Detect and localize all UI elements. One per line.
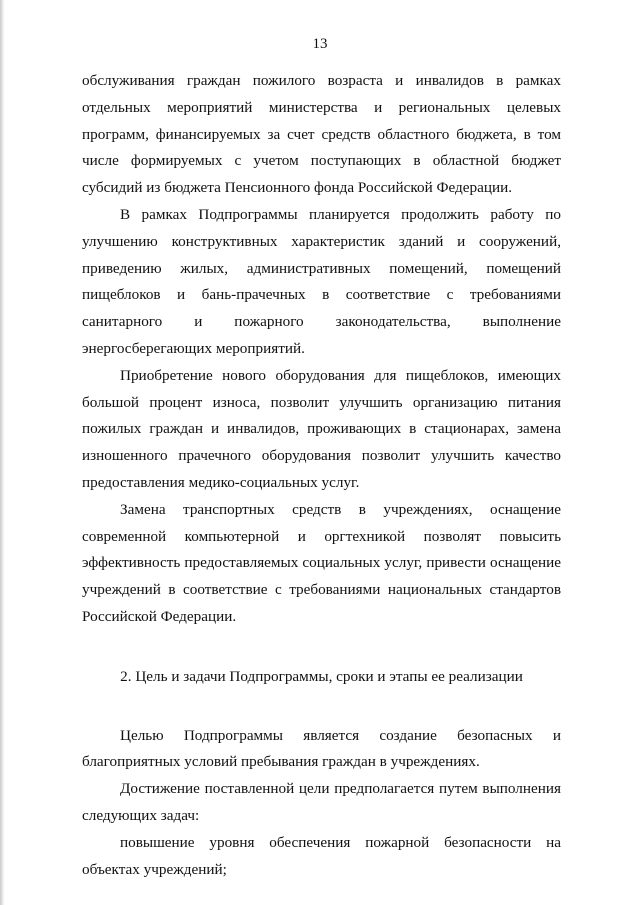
document-body: [82, 68, 561, 883]
page-number: 13: [312, 36, 328, 52]
paragraph: В рамках Подпрограммы планируется продолжить работу по улучшению конструктивных характеристик зданий и сооружений, приведению жилых, административных помещений, помещений пищеблоков и бань-прачечных в соответствие с требованиями санитарного и пожарного законодательства, выполнение энергосберегающих мероприятий.: [82, 205, 561, 357]
paragraph: Целью Подпрограммы является создание безопасных и благоприятных условий пребывания граждан в учреждениях.: [82, 726, 561, 771]
paragraph: Замена транспортных средств в учреждениях, оснащение современной компьютерной и оргтехникой позволят повысить эффективность предоставляемых социальных услуг, привести оснащение учреждений в соответствие с требованиями национальных стандартов Российской Федерации.: [82, 500, 561, 625]
section-heading: 2. Цель и задачи Подпрограммы, сроки и этапы ее реализации: [120, 667, 523, 685]
paragraph: повышение уровня обеспечения пожарной безопасности на объектах учреждений;: [82, 833, 561, 878]
paragraph: Приобретение нового оборудования для пищеблоков, имеющих большой процент износа, позволит улучшить организацию питания пожилых граждан и инвалидов, проживающих в стационарах, замена изношенного прачечного оборудования позволит улучшить качество предоставления медико-социальных услуг.: [82, 366, 561, 491]
paragraph: обслуживания граждан пожилого возраста и инвалидов в рамках отдельных мероприятий министерства и региональных целевых программ, финансируемых за счет средств областного бюджета, в том числе формируемых с учетом поступающих в областной бюджет субсидий из бюджета Пенсионного фонда Российской Федерации.: [82, 72, 561, 197]
paragraph: Достижение поставленной цели предполагается путем выполнения следующих задач:: [82, 780, 561, 824]
scan-edge-shadow: [0, 0, 5, 905]
